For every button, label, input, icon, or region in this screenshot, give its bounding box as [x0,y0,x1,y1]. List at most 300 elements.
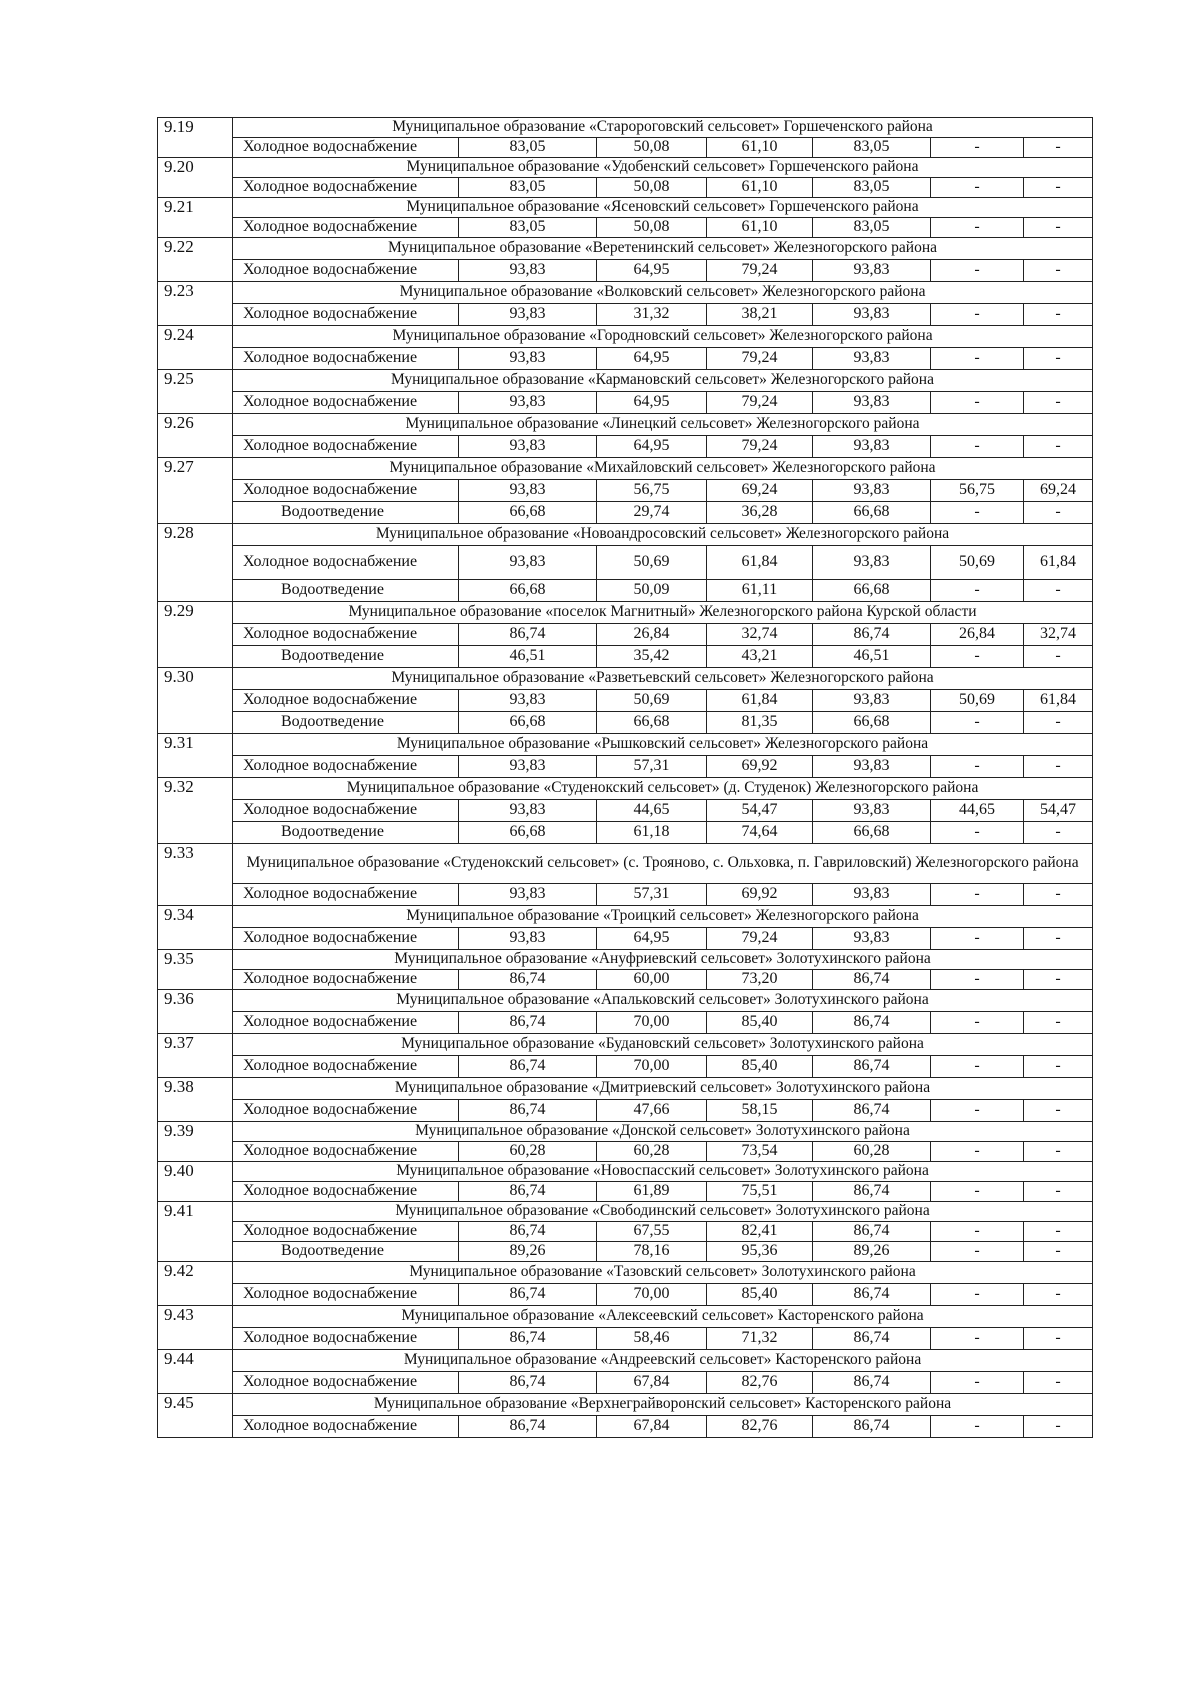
section-number: 9.43 [158,1306,233,1350]
tariff-value: 93,83 [459,546,597,580]
empty-value: - [1024,178,1093,198]
section-title: Муниципальное образование «Новоандросовский сельсовет» Железногорского района [233,524,1093,546]
tariff-value: 86,74 [459,1328,597,1350]
empty-value: - [1024,884,1093,906]
tariff-value: 54,47 [707,800,813,822]
tariff-row [158,1242,1093,1262]
tariff-value: 64,95 [597,436,707,458]
empty-value: - [931,822,1024,844]
section-header-row [158,602,1093,624]
tariff-table-page [157,117,1092,1438]
empty-value: - [1024,436,1093,458]
tariff-value: 93,83 [459,304,597,326]
tariff-value: 26,84 [931,624,1024,646]
section-number: 9.40 [158,1162,233,1202]
tariff-value: 79,24 [707,928,813,950]
tariff-value: 66,68 [459,502,597,524]
empty-value: - [1024,822,1093,844]
tariff-value: 86,74 [459,1056,597,1078]
tariff-value: 66,68 [459,822,597,844]
empty-value: - [1024,1242,1093,1262]
empty-value: - [931,1222,1024,1242]
tariff-value: 82,41 [707,1222,813,1242]
tariff-row [158,392,1093,414]
tariff-value: 83,05 [459,178,597,198]
section-header-row [158,1122,1093,1142]
service-name: Холодное водоснабжение [233,800,459,822]
section-number: 9.30 [158,668,233,734]
tariff-row [158,646,1093,668]
empty-value: - [1024,1416,1093,1438]
section-number: 9.22 [158,238,233,282]
service-name: Холодное водоснабжение [233,260,459,282]
empty-value: - [1024,1142,1093,1162]
section-title: Муниципальное образование «Михайловский сельсовет» Железногорского района [233,458,1093,480]
section-header-row [158,370,1093,392]
service-name: Холодное водоснабжение [233,1142,459,1162]
section-title: Муниципальное образование «Волковский сельсовет» Железногорского района [233,282,1093,304]
empty-value: - [1024,1056,1093,1078]
section-header-row [158,282,1093,304]
tariff-value: 89,26 [459,1242,597,1262]
tariff-value: 70,00 [597,1056,707,1078]
section-number: 9.20 [158,158,233,198]
section-header-row [158,414,1093,436]
tariff-value: 82,76 [707,1416,813,1438]
tariff-row [158,580,1093,602]
tariff-value: 83,05 [813,178,931,198]
section-title: Муниципальное образование «Тазовский сельсовет» Золотухинского района [233,1262,1093,1284]
tariff-value: 38,21 [707,304,813,326]
tariff-value: 67,55 [597,1222,707,1242]
tariff-value: 79,24 [707,436,813,458]
section-title: Муниципальное образование «Студенокский сельсовет» (д. Студенок) Железногорского района [233,778,1093,800]
empty-value: - [931,1100,1024,1122]
tariff-row [158,348,1093,370]
empty-value: - [1024,712,1093,734]
tariff-value: 86,74 [813,1100,931,1122]
tariff-row [158,178,1093,198]
tariff-value: 64,95 [597,348,707,370]
service-name: Холодное водоснабжение [233,756,459,778]
section-header-row [158,1394,1093,1416]
tariff-value: 85,40 [707,1284,813,1306]
tariff-row [158,546,1093,580]
tariff-value: 93,83 [813,304,931,326]
tariff-value: 86,74 [813,1416,931,1438]
tariff-value: 86,74 [459,1012,597,1034]
tariff-value: 93,83 [459,928,597,950]
section-header-row [158,1262,1093,1284]
tariff-value: 60,28 [459,1142,597,1162]
tariff-value: 66,68 [813,822,931,844]
tariff-row [158,1142,1093,1162]
tariff-row [158,712,1093,734]
tariff-row [158,970,1093,990]
tariff-value: 93,83 [813,884,931,906]
empty-value: - [1024,756,1093,778]
empty-value: - [931,580,1024,602]
tariff-value: 70,00 [597,1284,707,1306]
tariff-value: 66,68 [813,712,931,734]
tariff-value: 86,74 [459,970,597,990]
tariff-value: 86,74 [813,1182,931,1202]
tariff-value: 61,10 [707,178,813,198]
tariff-value: 61,84 [707,546,813,580]
empty-value: - [931,884,1024,906]
tariff-value: 50,08 [597,218,707,238]
empty-value: - [931,502,1024,524]
tariff-value: 61,89 [597,1182,707,1202]
tariff-value: 83,05 [459,138,597,158]
service-name: Холодное водоснабжение [233,1056,459,1078]
tariff-value: 93,83 [813,690,931,712]
tariff-value: 50,69 [597,690,707,712]
tariff-value: 50,08 [597,178,707,198]
tariff-value: 71,32 [707,1328,813,1350]
tariff-value: 69,24 [1024,480,1093,502]
tariff-value: 85,40 [707,1056,813,1078]
tariff-value: 86,74 [813,970,931,990]
section-number: 9.41 [158,1202,233,1262]
empty-value: - [931,178,1024,198]
empty-value: - [931,1012,1024,1034]
tariff-value: 61,84 [1024,690,1093,712]
section-number: 9.44 [158,1350,233,1394]
section-header-row [158,1202,1093,1222]
tariff-value: 93,83 [813,436,931,458]
tariff-value: 82,76 [707,1372,813,1394]
tariff-value: 93,83 [813,348,931,370]
service-name: Холодное водоснабжение [233,1222,459,1242]
tariff-value: 86,74 [813,1328,931,1350]
tariff-value: 93,83 [459,884,597,906]
empty-value: - [931,1182,1024,1202]
section-header-row [158,990,1093,1012]
section-title: Муниципальное образование «Кармановский сельсовет» Железногорского района [233,370,1093,392]
empty-value: - [931,218,1024,238]
service-name: Холодное водоснабжение [233,884,459,906]
tariff-value: 93,83 [459,756,597,778]
empty-value: - [1024,218,1093,238]
tariff-value: 85,40 [707,1012,813,1034]
section-header-row [158,326,1093,348]
service-name: Холодное водоснабжение [233,690,459,712]
tariff-row [158,1182,1093,1202]
section-header-row [158,950,1093,970]
section-number: 9.45 [158,1394,233,1438]
section-title: Муниципальное образование «Разветьевский сельсовет» Железногорского района [233,668,1093,690]
tariff-value: 89,26 [813,1242,931,1262]
tariff-row [158,436,1093,458]
tariff-value: 61,11 [707,580,813,602]
tariff-value: 61,84 [1024,546,1093,580]
tariff-value: 43,21 [707,646,813,668]
tariff-value: 73,20 [707,970,813,990]
tariff-value: 46,51 [459,646,597,668]
tariff-value: 58,15 [707,1100,813,1122]
empty-value: - [1024,1100,1093,1122]
section-header-row [158,524,1093,546]
tariff-value: 83,05 [813,138,931,158]
tariff-value: 50,08 [597,138,707,158]
tariff-value: 93,83 [813,800,931,822]
tariff-value: 93,83 [459,348,597,370]
service-name: Холодное водоснабжение [233,1100,459,1122]
tariff-value: 50,09 [597,580,707,602]
service-name: Холодное водоснабжение [233,218,459,238]
empty-value: - [931,1284,1024,1306]
tariff-row [158,822,1093,844]
service-name: Холодное водоснабжение [233,546,459,580]
empty-value: - [931,1328,1024,1350]
section-header-row [158,778,1093,800]
section-number: 9.32 [158,778,233,844]
service-name: Холодное водоснабжение [233,392,459,414]
tariff-value: 86,74 [459,1372,597,1394]
tariff-value: 86,74 [813,1056,931,1078]
tariff-value: 86,74 [459,1284,597,1306]
tariff-value: 61,10 [707,218,813,238]
section-header-row [158,1350,1093,1372]
section-number: 9.28 [158,524,233,602]
section-number: 9.35 [158,950,233,990]
tariff-value: 86,74 [459,1182,597,1202]
tariff-value: 36,28 [707,502,813,524]
tariff-value: 79,24 [707,392,813,414]
tariff-value: 47,66 [597,1100,707,1122]
tariff-value: 86,74 [459,624,597,646]
empty-value: - [1024,502,1093,524]
service-name: Холодное водоснабжение [233,1372,459,1394]
section-header-row [158,906,1093,928]
section-title: Муниципальное образование «Рышковский сельсовет» Железногорского района [233,734,1093,756]
tariff-value: 50,69 [931,690,1024,712]
tariff-value: 69,92 [707,756,813,778]
tariff-value: 93,83 [813,928,931,950]
empty-value: - [1024,304,1093,326]
tariff-row [158,480,1093,502]
tariff-row [158,138,1093,158]
section-title: Муниципальное образование «поселок Магнитный» Железногорского района Курской области [233,602,1093,624]
tariff-value: 61,10 [707,138,813,158]
tariff-row [158,756,1093,778]
tariff-value: 26,84 [597,624,707,646]
tariff-value: 93,83 [459,436,597,458]
tariff-value: 64,95 [597,260,707,282]
empty-value: - [931,392,1024,414]
section-number: 9.39 [158,1122,233,1162]
section-title: Муниципальное образование «Старороговский сельсовет» Горшеченского района [233,118,1093,138]
tariff-row [158,1284,1093,1306]
tariff-value: 86,74 [459,1100,597,1122]
tariff-value: 73,54 [707,1142,813,1162]
section-header-row [158,238,1093,260]
tariff-value: 86,74 [459,1416,597,1438]
tariff-value: 61,18 [597,822,707,844]
empty-value: - [931,1416,1024,1438]
section-number: 9.37 [158,1034,233,1078]
section-header-row [158,458,1093,480]
empty-value: - [931,712,1024,734]
section-number: 9.25 [158,370,233,414]
section-header-row [158,844,1093,884]
tariff-row [158,624,1093,646]
empty-value: - [1024,1222,1093,1242]
section-title: Муниципальное образование «Веретенинский сельсовет» Железногорского района [233,238,1093,260]
service-name: Водоотведение [233,646,459,668]
empty-value: - [931,436,1024,458]
section-number: 9.26 [158,414,233,458]
section-title: Муниципальное образование «Троицкий сельсовет» Железногорского района [233,906,1093,928]
tariff-value: 81,35 [707,712,813,734]
empty-value: - [1024,1284,1093,1306]
tariff-value: 60,00 [597,970,707,990]
tariff-value: 79,24 [707,260,813,282]
tariff-value: 50,69 [597,546,707,580]
tariff-value: 93,83 [813,756,931,778]
tariff-value: 58,46 [597,1328,707,1350]
service-name: Холодное водоснабжение [233,928,459,950]
tariff-row [158,690,1093,712]
empty-value: - [931,1056,1024,1078]
tariff-row [158,1100,1093,1122]
section-number: 9.36 [158,990,233,1034]
empty-value: - [931,304,1024,326]
service-name: Водоотведение [233,502,459,524]
service-name: Холодное водоснабжение [233,348,459,370]
tariff-value: 64,95 [597,928,707,950]
service-name: Водоотведение [233,822,459,844]
empty-value: - [1024,348,1093,370]
section-header-row [158,668,1093,690]
tariff-value: 86,74 [813,1372,931,1394]
section-title: Муниципальное образование «Будановский сельсовет» Золотухинского района [233,1034,1093,1056]
tariff-row [158,1372,1093,1394]
empty-value: - [1024,1012,1093,1034]
section-title: Муниципальное образование «Удобенский сельсовет» Горшеченского района [233,158,1093,178]
section-title: Муниципальное образование «Ануфриевский сельсовет» Золотухинского района [233,950,1093,970]
service-name: Холодное водоснабжение [233,1328,459,1350]
tariff-row [158,502,1093,524]
tariff-value: 78,16 [597,1242,707,1262]
empty-value: - [1024,260,1093,282]
section-header-row [158,1034,1093,1056]
tariff-value: 56,75 [597,480,707,502]
empty-value: - [1024,138,1093,158]
tariff-row [158,928,1093,950]
tariff-value: 93,83 [459,392,597,414]
tariff-value: 79,24 [707,348,813,370]
tariff-value: 44,65 [931,800,1024,822]
tariff-value: 50,69 [931,546,1024,580]
tariff-row [158,884,1093,906]
tariff-value: 64,95 [597,392,707,414]
tariff-value: 93,83 [813,392,931,414]
section-title: Муниципальное образование «Линецкий сельсовет» Железногорского района [233,414,1093,436]
empty-value: - [931,1242,1024,1262]
empty-value: - [1024,1372,1093,1394]
tariff-value: 54,47 [1024,800,1093,822]
service-name: Водоотведение [233,580,459,602]
tariff-value: 93,83 [459,260,597,282]
service-name: Водоотведение [233,1242,459,1262]
tariff-row [158,304,1093,326]
section-number: 9.42 [158,1262,233,1306]
tariff-value: 93,83 [813,546,931,580]
service-name: Холодное водоснабжение [233,480,459,502]
section-number: 9.29 [158,602,233,668]
service-name: Водоотведение [233,712,459,734]
section-title: Муниципальное образование «Студенокский сельсовет» (с. Трояново, с. Ольховка, п. Гавриловский) Железногорского района [233,844,1093,884]
tariff-row [158,1222,1093,1242]
tariff-value: 32,74 [1024,624,1093,646]
tariff-value: 57,31 [597,756,707,778]
tariff-row [158,1416,1093,1438]
empty-value: - [931,756,1024,778]
tariff-value: 29,74 [597,502,707,524]
section-header-row [158,198,1093,218]
section-number: 9.31 [158,734,233,778]
tariff-value: 56,75 [931,480,1024,502]
section-number: 9.27 [158,458,233,524]
tariff-value: 86,74 [813,624,931,646]
service-name: Холодное водоснабжение [233,1182,459,1202]
section-header-row [158,1306,1093,1328]
tariff-row [158,1328,1093,1350]
tariff-value: 93,83 [459,690,597,712]
tariff-row [158,1012,1093,1034]
tariff-value: 93,83 [459,800,597,822]
section-title: Муниципальное образование «Городновский сельсовет» Железногорского района [233,326,1093,348]
tariff-value: 86,74 [813,1222,931,1242]
service-name: Холодное водоснабжение [233,624,459,646]
tariff-value: 31,32 [597,304,707,326]
tariff-value: 61,84 [707,690,813,712]
service-name: Холодное водоснабжение [233,1012,459,1034]
tariff-value: 66,68 [459,580,597,602]
tariff-value: 66,68 [813,502,931,524]
tariff-value: 86,74 [459,1222,597,1242]
tariff-value: 66,68 [459,712,597,734]
tariff-value: 95,36 [707,1242,813,1262]
section-number: 9.21 [158,198,233,238]
tariff-value: 67,84 [597,1416,707,1438]
section-number: 9.24 [158,326,233,370]
section-title: Муниципальное образование «Новоспасский сельсовет» Золотухинского района [233,1162,1093,1182]
tariff-row [158,218,1093,238]
tariff-table [157,117,1093,1438]
section-title: Муниципальное образование «Свободинский сельсовет» Золотухинского района [233,1202,1093,1222]
empty-value: - [1024,1328,1093,1350]
tariff-value: 86,74 [813,1012,931,1034]
tariff-value: 60,28 [597,1142,707,1162]
section-title: Муниципальное образование «Алексеевский сельсовет» Касторенского района [233,1306,1093,1328]
empty-value: - [931,928,1024,950]
tariff-value: 66,68 [597,712,707,734]
section-header-row [158,118,1093,138]
section-title: Муниципальное образование «Ясеновский сельсовет» Горшеченского района [233,198,1093,218]
tariff-value: 35,42 [597,646,707,668]
empty-value: - [931,348,1024,370]
tariff-value: 86,74 [813,1284,931,1306]
tariff-value: 60,28 [813,1142,931,1162]
tariff-value: 69,92 [707,884,813,906]
service-name: Холодное водоснабжение [233,1416,459,1438]
tariff-value: 57,31 [597,884,707,906]
section-number: 9.34 [158,906,233,950]
empty-value: - [1024,928,1093,950]
